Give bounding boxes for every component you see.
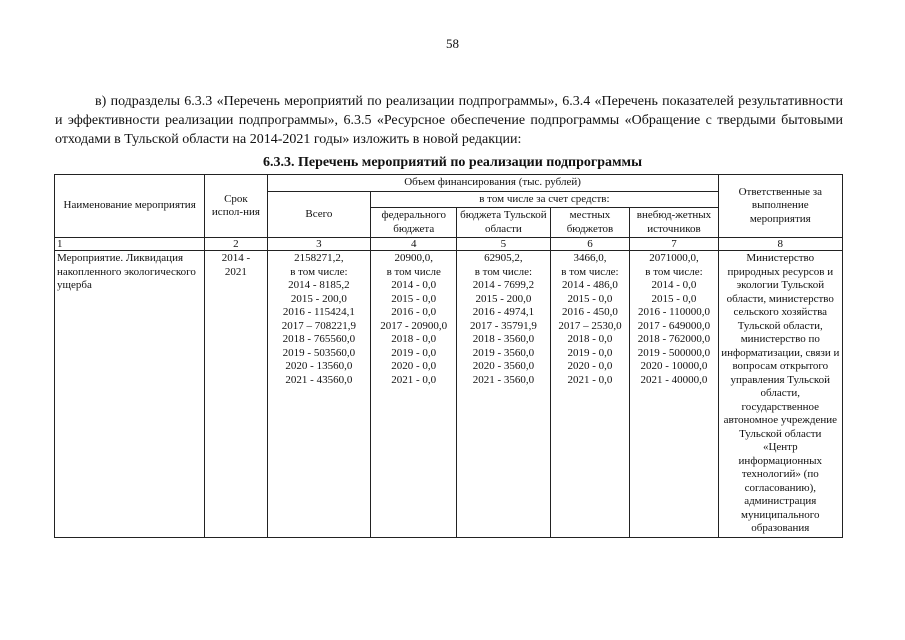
measure-name: Мероприятие. Ликвидация накопленного экологического ущерба [55, 251, 205, 538]
total-funding: 2158271,2, в том числе: 2014 - 8185,2 2015 - 200,0 2016 - 115424,1 2017 – 708221,9 2018 - 765560,0 2019 - 503560,0 2020 - 13560,0 2021 - 43560,0 [267, 251, 371, 538]
page-number: 58 [446, 36, 459, 51]
intro-text: в) подразделы 6.3.3 «Перечень мероприятий по реализации подпрограммы», 6.3.4 «Перечень показателей результативности и эффективности реализации подпрограммы», 6.3.5 «Ресурсное обеспечение подпрограммы «Обращение с твердыми бытовыми отходами в Тульской области на 2014-2021 годы» изложить в новой редакции: [55, 94, 843, 147]
header-name: Наименование мероприятия [55, 175, 205, 238]
regional-funding: 62905,2, в том числе: 2014 - 7699,2 2015 - 200,0 2016 - 4974,1 2017 - 35791,9 2018 - 3560,0 2019 - 3560,0 2020 - 3560,0 2021 - 3560,0 [457, 251, 550, 538]
col-number: 2 [205, 238, 267, 251]
local-funding: 3466,0, в том числе: 2014 - 486,0 2015 - 0,0 2016 - 450,0 2017 – 2530,0 2018 - 0,0 2019 - 0,0 2020 - 0,0 2021 - 0,0 [550, 251, 630, 538]
col-number: 7 [630, 238, 718, 251]
table-row [55, 251, 843, 538]
header-extrabudget: внебюд-жетных источников [630, 208, 718, 238]
extrabudget-funding: 2071000,0, в том числе: 2014 - 0,0 2015 - 0,0 2016 - 110000,0 2017 - 649000,0 2018 - 762000,0 2019 - 500000,0 2020 - 10000,0 2021 - 40000,0 [630, 251, 718, 538]
header-federal: федерального бюджета [371, 208, 457, 238]
federal-funding: 20900,0, в том числе 2014 - 0,0 2015 - 0,0 2016 - 0,0 2017 - 20900,0 2018 - 0,0 2019 - 0,0 2020 - 0,0 2021 - 0,0 [371, 251, 457, 538]
col-number: 3 [267, 238, 371, 251]
header-total: Всего [267, 191, 371, 238]
col-number: 1 [55, 238, 205, 251]
col-number: 4 [371, 238, 457, 251]
header-funding: Объем финансирования (тыс. рублей) [267, 175, 718, 192]
responsible-parties: Министерство природных ресурсов и экологии Тульской области, министерство сельского хозяйства Тульской области, министерство по информатизации, связи и вопросам открытого управления Тульской области, государственное автономное учреждение Тульской области «Центр информационных технологий» (по согласованию), администрация муниципального образования [718, 251, 842, 538]
header-local: местных бюджетов [550, 208, 630, 238]
intro-paragraph [55, 92, 843, 149]
col-number: 8 [718, 238, 842, 251]
column-number-row [55, 238, 843, 251]
col-number: 5 [457, 238, 550, 251]
header-regional: бюджета Тульской области [457, 208, 550, 238]
header-incl-sources: в том числе за счет средств: [371, 191, 718, 208]
measures-table [54, 174, 843, 538]
section-title: 6.3.3. Перечень мероприятий по реализации подпрограммы [262, 155, 643, 170]
measure-term: 2014 - 2021 [205, 251, 267, 538]
header-responsible: Ответственные за выполнение мероприятия [718, 175, 842, 238]
col-number: 6 [550, 238, 630, 251]
header-term: Срок испол-ния [205, 175, 267, 238]
